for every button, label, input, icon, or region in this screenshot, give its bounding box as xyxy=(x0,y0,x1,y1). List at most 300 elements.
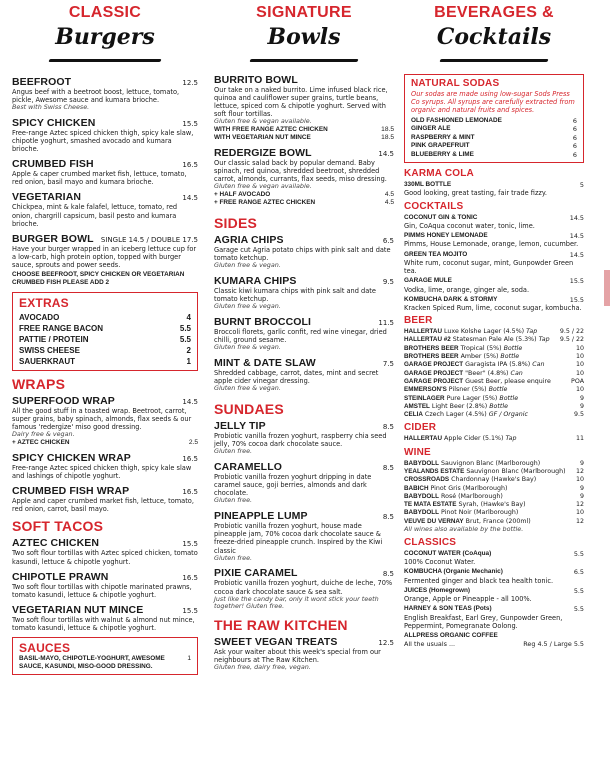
wine-price: 12 xyxy=(575,517,584,525)
cocktail-name: PIMMS HONEY LEMONADE xyxy=(404,232,488,240)
menu-item xyxy=(12,485,198,513)
wine-name: VEUVE DU VERNAY xyxy=(404,517,464,525)
item-desc: Apple & caper crumbed market fish, lettuce, tomato, red onion, basil mayo and kumara brioche. xyxy=(12,170,187,187)
karma-price: 5 xyxy=(579,181,584,190)
classic-desc: Fermented ginger and black tea health tonic. xyxy=(404,576,554,585)
soda-price: 6 xyxy=(572,117,577,125)
item-price: 15.5 xyxy=(182,119,198,128)
classic-price: 5.5 xyxy=(573,549,584,558)
classics-title: CLASSICS xyxy=(404,536,457,548)
bowl-choose: CHOOSE BEEFROOT, SPICY CHICKEN OR VEGETARIAN xyxy=(12,271,185,279)
classic-name: ALLPRESS ORGANIC COFFEE xyxy=(404,631,498,639)
cocktail-item xyxy=(404,296,584,313)
burgers-header xyxy=(12,4,198,66)
item-desc: Shredded cabbage, carrot, dates, mint and secret apple cider vinegar dressing. xyxy=(214,369,379,386)
item-desc: All the good stuff in a toasted wrap. Beetroot, carrot, super grains, baby spinach, almonds, flax seeds & our famous 'redergize' miso good dressing. xyxy=(12,407,192,432)
classic-item xyxy=(404,605,584,630)
item-desc: Our take on a naked burrito. Lime infused black rice, quinoa and cauliflower super grains, turtle beans, lettuce, spiced corn & chipotle yoghurt. Served with soft flour tortillas. xyxy=(214,86,388,119)
menu-item xyxy=(12,76,198,112)
wine-title: WINE xyxy=(404,446,431,458)
beer-name: BROTHERS BEER xyxy=(404,344,459,352)
classic-item xyxy=(404,587,584,604)
item-price: 12.5 xyxy=(182,79,198,87)
beer-name: STEINLAGER xyxy=(404,394,445,402)
item-price: 8.5 xyxy=(382,570,394,579)
option-name: WITH VEGETARIAN NUT MINCE xyxy=(214,134,311,142)
item-note: Gluten free, dairy free, vegan. xyxy=(214,663,311,672)
item-name: CRUMBED FISH WRAP xyxy=(12,485,130,498)
item-price: 16.5 xyxy=(182,573,198,582)
item-note: Gluten free. xyxy=(214,496,253,505)
item-note: Just like the candy bar, only it wont stick your teeth together! Gluten free. xyxy=(214,594,379,611)
menu-item xyxy=(214,234,394,270)
wine-row xyxy=(404,501,584,509)
coffee-price: Reg 4.5 / Large 5.5 xyxy=(523,640,584,649)
extra-name: FREE RANGE BACON xyxy=(19,324,104,334)
classic-price: 5.5 xyxy=(573,605,584,614)
item-desc: Our classic salad back by popular demand. Baby spinach, red quinoa, shredded beetroot, shredded carrot, almonds, currants, flax seeds, miso dressing. xyxy=(214,159,387,184)
item-desc: Ask your waiter about this week's special from our neighbours at The Raw Kitchen. xyxy=(214,648,381,665)
beer-name: BROTHERS BEER xyxy=(404,353,459,361)
wine-price: 10 xyxy=(575,476,584,484)
wine-desc: Pinot Noir (Marlborough) xyxy=(441,509,519,517)
extras-box xyxy=(12,292,198,371)
wine-desc: Brut, France (200ml) xyxy=(465,517,531,525)
wine-price: 12 xyxy=(575,467,584,475)
beer-tag: Bottle xyxy=(503,344,523,352)
beer-name: GARAGE PROJECT xyxy=(404,369,464,377)
beer-row xyxy=(404,336,584,344)
beer-price: 9 xyxy=(579,402,584,410)
menu-item xyxy=(12,537,198,565)
beer-row xyxy=(404,378,584,386)
cider-desc: Apple Cider (5.1%) xyxy=(444,435,504,443)
extra-price: 2 xyxy=(186,346,191,356)
beer-row xyxy=(404,411,584,419)
item-desc: Have your burger wrapped in an iceberg lettuce cup for a low-carb, high protein option, topped with burger sauce, sprouts and power seeds. xyxy=(12,244,197,269)
menu-item xyxy=(12,158,198,186)
item-name: CRUMBED FISH xyxy=(12,158,94,171)
classic-name: COCONUT WATER (CoAqua) xyxy=(404,549,492,557)
wine-price: 10 xyxy=(575,509,584,517)
soda-name: OLD FASHIONED LEMONADE xyxy=(411,117,502,124)
item-desc: Free-range Aztec spiced chicken thigh, spicy kale slaw and lashings of chipotle yoghurt. xyxy=(12,464,192,481)
extras-title: EXTRAS xyxy=(19,296,69,311)
beer-desc: Guest Beer, please enquire xyxy=(465,377,551,385)
item-note: Gluten free. xyxy=(214,553,253,562)
item-desc: Two soft flour tortillas with chipotle marinated prawns, tomato kasundi, lettuce & chipotle yoghurt. xyxy=(12,582,192,599)
cider-tag: Tap xyxy=(505,435,517,443)
soda-row xyxy=(411,117,577,125)
item-name: SPICY CHICKEN xyxy=(12,116,96,129)
item-name: CHIPOTLE PRAWN xyxy=(12,570,109,583)
beer-price: 10 xyxy=(575,386,584,394)
beer-tag: GF / Organic xyxy=(488,411,528,419)
wine-name: TE MATA ESTATE xyxy=(404,501,457,509)
item-price: 14.5 xyxy=(182,194,198,203)
extra-row xyxy=(19,345,191,356)
soda-price: 6 xyxy=(572,125,577,134)
item-desc: Free-range Aztec spiced chicken thigh, spicy kale slaw, chipotle yoghurt, smashed avocado and kumara brioche. xyxy=(12,128,194,154)
item-name: VEGETARIAN NUT MINCE xyxy=(12,603,144,616)
extra-row xyxy=(19,323,191,334)
beer-tag: Tap xyxy=(526,328,538,336)
extra-price: 5.5 xyxy=(179,324,191,334)
cocktail-item xyxy=(404,251,584,276)
extra-price: 5.5 xyxy=(179,335,191,345)
beer-desc: Tropical (5%) xyxy=(460,344,502,352)
beer-name: CELIA xyxy=(404,411,423,419)
cocktail-price: 15.5 xyxy=(569,277,584,286)
menu-item xyxy=(12,191,198,227)
cocktail-price: 15.5 xyxy=(569,295,584,304)
option-price: 4.5 xyxy=(384,199,394,207)
item-price: 16.5 xyxy=(182,488,198,497)
soda-name: BLUEBERRY & LIME xyxy=(411,150,474,158)
item-price: 7.5 xyxy=(382,360,394,369)
sodas-intro: Our sodas are made using low-sugar Sods Press Co syrups. All syrups are carefully extracted from organic and natural fruits and spices. xyxy=(411,90,575,114)
item-name: BURGER BOWL xyxy=(12,232,94,245)
item-desc: Apple and caper crumbed market fish, lettuce, tomato, red onion, carrot, basil mayo. xyxy=(12,497,194,514)
soda-row xyxy=(411,142,577,150)
extra-name: AVOCADO xyxy=(19,313,60,323)
beer-desc: Pure Lager (5%) xyxy=(446,394,498,402)
sauces-title: SAUCES xyxy=(19,641,71,656)
soda-row xyxy=(411,125,577,133)
cocktail-desc: Kracken Spiced Rum, lime, coconut sugar, kombucha. xyxy=(404,304,582,313)
cocktail-price: 14.5 xyxy=(569,250,584,259)
extra-price: 1 xyxy=(186,357,191,367)
beer-price: 9.5 / 22 xyxy=(559,336,584,344)
item-name: PIXIE CARAMEL xyxy=(214,567,298,580)
item-price: 8.5 xyxy=(382,423,394,432)
beer-desc: Light Beer (2.8%) xyxy=(431,402,488,410)
cocktail-name: GARAGE MULE xyxy=(404,277,452,285)
item-desc: Probiotic vanilla frozen yoghurt, raspberry chia seed jelly, 70% cocoa dark chocolate sauce. xyxy=(214,432,387,449)
beer-tag: Can xyxy=(510,369,523,377)
beer-desc: Luxe Kolshe Lager (4.5%) xyxy=(444,328,525,336)
item-name: VEGETARIAN xyxy=(12,191,82,204)
beer-desc: "Beer" (4.8%) xyxy=(465,369,509,377)
cocktail-name: COCONUT GIN & TONIC xyxy=(404,213,478,221)
item-note: Dairy free & vegan. xyxy=(12,430,75,439)
wine-row xyxy=(404,493,584,501)
beer-name: HALLERTAU xyxy=(404,328,443,336)
burger-bowl-item xyxy=(12,233,198,287)
cocktail-desc: Vodka, lime, orange, ginger ale, soda. xyxy=(404,285,530,294)
drinks-column xyxy=(404,0,584,651)
beer-name: HALLERTAU #2 xyxy=(404,336,451,344)
wine-row xyxy=(404,468,584,476)
beer-title: BEER xyxy=(404,315,433,327)
classic-desc: English Breakfast, Earl Grey, Gunpowder Green, Peppermint, Pomegranate Oolong. xyxy=(404,613,563,630)
beer-row xyxy=(404,403,584,411)
sundaes-title: SUNDAES xyxy=(214,401,284,418)
soda-price: 6 xyxy=(572,133,577,142)
menu-item xyxy=(214,316,394,352)
karma-title: KARMA COLA xyxy=(404,168,474,180)
item-desc: Two soft flour tortillas with Aztec spiced chicken, tomato kasundi, lettuce & chipotle yoghurt. xyxy=(12,549,198,566)
wine-desc: Sauvignon Blanc (Marlborough) xyxy=(441,459,541,467)
burgers-header-top: CLASSIC xyxy=(68,4,142,21)
soda-name: GINGER ALE xyxy=(411,125,451,133)
extra-price: 4 xyxy=(186,313,191,323)
tacos-title: SOFT TACOS xyxy=(12,518,104,535)
burgers-header-script: Burgers xyxy=(55,24,155,50)
item-price: SINGLE 14.5 / DOUBLE 17.5 xyxy=(100,235,198,244)
menu-item xyxy=(12,604,198,632)
beer-price: POA xyxy=(571,377,584,385)
wine-name: BABYDOLL xyxy=(404,459,439,467)
soda-name: PINK GRAPEFRUIT xyxy=(411,142,470,150)
item-desc: Chickpea, mint & kale falafel, lettuce, tomato, red onion, chargrill capsicum, basil pesto and kumara brioche. xyxy=(12,203,178,228)
item-name: BURNT BROCCOLI xyxy=(214,316,312,329)
item-name: REDERGIZE BOWL xyxy=(214,147,312,160)
menu-item xyxy=(214,275,394,311)
item-name: SPICY CHICKEN WRAP xyxy=(12,452,131,465)
soda-name: RASPBERRY & MINT xyxy=(411,133,475,141)
item-name: AZTEC CHICKEN xyxy=(12,537,100,550)
beer-price: 10 xyxy=(575,353,584,361)
wine-row xyxy=(404,476,584,484)
item-note: Gluten free & vegan available. xyxy=(214,117,312,126)
item-price: 15.5 xyxy=(182,606,198,615)
cocktail-desc: Gin, CoAqua coconut water, tonic, lime. xyxy=(404,221,535,230)
item-price: 15.5 xyxy=(182,540,198,549)
cocktail-item xyxy=(404,277,584,294)
cocktail-price: 14.5 xyxy=(569,213,584,222)
classic-price: 5.5 xyxy=(573,586,584,595)
classic-desc: All the usuals ... xyxy=(404,640,456,649)
item-price: 6.5 xyxy=(382,237,394,246)
extra-name: SAUERKRAUT xyxy=(19,357,75,367)
option-name: WITH FREE RANGE AZTEC CHICKEN xyxy=(214,126,328,134)
beer-price: 9 xyxy=(579,394,584,402)
item-desc: Broccoli florets, garlic confit, red wine vinegar, dried chilli, ground sesame. xyxy=(214,328,387,345)
beer-name: GARAGE PROJECT xyxy=(404,377,464,385)
option-name: + AZTEC CHICKEN xyxy=(12,439,70,447)
item-name: KUMARA CHIPS xyxy=(214,275,297,288)
classic-item xyxy=(404,632,584,649)
page-edge-tab xyxy=(604,270,610,306)
wine-row xyxy=(404,460,584,468)
raw-kitchen-title: THE RAW KITCHEN xyxy=(214,617,348,634)
beer-price: 10 xyxy=(575,369,584,377)
extra-name: SWISS CHEESE xyxy=(19,346,80,356)
classic-desc: Orange, Apple or Pineapple - all 100%. xyxy=(404,595,532,604)
cider-name: HALLERTAU xyxy=(404,435,443,443)
wine-desc: Chardonnay (Hawke's Bay) xyxy=(451,476,537,484)
wraps-title: WRAPS xyxy=(12,376,66,393)
item-name: BURRITO BOWL xyxy=(214,74,298,86)
beer-price: 10 xyxy=(575,344,584,352)
item-name: MINT & DATE SLAW xyxy=(214,357,316,370)
sauces-price: 1 xyxy=(187,655,191,663)
classic-desc: 100% Coconut Water. xyxy=(404,558,476,567)
beer-tag: Bottle xyxy=(489,402,508,410)
karma-name: 330ML BOTTLE xyxy=(404,181,452,189)
cocktail-price: 14.5 xyxy=(569,232,584,241)
beer-row xyxy=(404,345,584,353)
wine-name: BABYDOLL xyxy=(404,492,439,500)
item-note: Gluten free & vegan. xyxy=(214,261,281,270)
wine-price: 9 xyxy=(579,492,584,500)
option-name: + HALF AVOCADO xyxy=(214,191,271,199)
menu-item xyxy=(214,420,394,456)
item-note: Gluten free & vegan. xyxy=(214,302,281,311)
beer-tag: Bottle xyxy=(488,386,508,394)
option-price: 18.5 xyxy=(381,134,394,142)
menu-item xyxy=(214,567,394,611)
option-price: 2.5 xyxy=(188,439,198,447)
item-name: SWEET VEGAN TREATS xyxy=(214,636,338,649)
wine-price: 12 xyxy=(575,501,584,509)
header-underline xyxy=(439,59,548,62)
item-note: Gluten free & vegan. xyxy=(214,343,281,352)
sides-title: SIDES xyxy=(214,215,258,232)
beer-tag: Can xyxy=(532,361,545,369)
beer-price: 10 xyxy=(575,361,584,369)
beer-price: 9.5 / 22 xyxy=(559,328,584,336)
cocktail-item xyxy=(404,232,584,249)
cocktail-item xyxy=(404,214,584,231)
cider-price: 11 xyxy=(575,435,584,443)
sauces-box xyxy=(12,637,198,675)
wine-desc: Syrah, (Hawke's Bay) xyxy=(458,501,526,509)
header-underline xyxy=(49,59,162,62)
cider-row xyxy=(404,435,584,443)
item-name: BEEFROOT xyxy=(12,76,72,88)
menu-item xyxy=(214,510,394,562)
item-desc: Classic kiwi kumara chips with pink salt and date tomato ketchup. xyxy=(214,287,376,304)
bowls-header-top: SIGNATURE xyxy=(256,4,352,21)
beer-tag: Bottle xyxy=(500,353,520,361)
sodas-title: NATURAL SODAS xyxy=(411,78,500,89)
wine-name: BABYDOLL xyxy=(404,509,439,517)
item-note: Gluten free & vegan. xyxy=(214,384,281,393)
menu-item xyxy=(12,452,198,480)
soda-price: 6 xyxy=(572,142,577,151)
wine-desc: Sauvignon Blanc (Marlborough) xyxy=(466,467,566,475)
sauces-text: BASIL-MAYO, CHIPOTLE-YOGHURT, AWESOME SAUCE, KASUNDI, MISO-GOOD DRESSING. xyxy=(19,655,165,671)
item-price: 12.5 xyxy=(378,639,394,648)
item-price: 16.5 xyxy=(182,161,198,170)
extra-row xyxy=(19,356,191,367)
classic-name: JUICES (Homegrown) xyxy=(404,586,471,594)
extra-row xyxy=(19,334,191,345)
item-desc: Probiotic vanilla frozen yoghurt, house made pineapple jam, 70% cocoa dark chocolate sauce & freeze-dried pineapple crunch. Inspired by the Kiwi classic xyxy=(214,522,383,555)
classic-item xyxy=(404,550,584,567)
item-name: SUPERFOOD WRAP xyxy=(12,395,115,408)
drinks-header-script: Cocktails xyxy=(436,24,552,50)
wine-desc: Pinot Gris (Marlborough) xyxy=(430,484,508,492)
soda-price: 6 xyxy=(572,150,577,159)
item-price: 14.5 xyxy=(378,150,394,159)
option-name: + FREE RANGE AZTEC CHICKEN xyxy=(214,199,316,207)
bowls-header xyxy=(214,4,394,66)
beer-desc: Amber (5%) xyxy=(460,353,499,361)
item-desc: Garage cut Agria potato chips with pink salt and date tomato ketchup. xyxy=(214,246,391,263)
item-desc: Probiotic vanilla frozen yoghurt dripping in date caramel sauce, goji berries, almonds and dark chocolate. xyxy=(214,473,372,498)
cocktail-desc: White rum, coconut sugar, mint, Gunpowder Green tea. xyxy=(404,258,574,276)
beer-desc: Statesman Pale Ale (5.3%) xyxy=(452,336,537,344)
wine-name: BABICH xyxy=(404,484,429,492)
bowl-fish: CRUMBED FISH PLEASE ADD 2 xyxy=(12,279,110,287)
option-price: 4.5 xyxy=(384,191,394,199)
beer-tag: Tap xyxy=(538,336,550,344)
wine-desc: Rosé (Marlborough) xyxy=(441,492,503,500)
drinks-header-top: BEVERAGES & xyxy=(434,4,554,21)
beer-name: AMSTEL xyxy=(404,402,430,410)
item-name: JELLY TIP xyxy=(214,420,266,433)
item-price: 16.5 xyxy=(182,455,198,464)
drinks-header xyxy=(404,4,584,66)
classic-name: KOMBUCHA (Organic Mechanic) xyxy=(404,568,503,576)
beer-desc: Garagista IPA (5.8%) xyxy=(465,361,531,369)
item-desc: Angus beef with a beetroot boost, lettuce, tomato, pickle, Awesome sauce and kumara brioche. xyxy=(12,88,180,105)
beer-name: EMMERSON'S xyxy=(404,386,447,394)
bowls-header-script: Bowls xyxy=(267,24,341,50)
beer-desc: Czech Lager (4.5%) xyxy=(424,411,487,419)
cocktail-desc: Pimms, House Lemonade, orange, lemon, cucumber. xyxy=(404,240,579,249)
beer-row xyxy=(404,395,584,403)
wine-name: CROSSROADS xyxy=(404,476,450,484)
wine-price: 9 xyxy=(579,459,584,467)
cocktails-title: COCKTAILS xyxy=(404,200,464,212)
menu-item xyxy=(214,357,394,393)
item-desc: Probiotic vanilla frozen yoghurt, duiche de leche, 70% cocoa dark chocolate sauce & sea salt. xyxy=(214,579,393,596)
item-price: 14.5 xyxy=(182,398,198,407)
beer-row xyxy=(404,386,584,394)
header-underline xyxy=(249,59,358,62)
beer-row xyxy=(404,328,584,336)
menu-item xyxy=(214,147,394,207)
wine-price: 9 xyxy=(579,484,584,492)
wine-row xyxy=(404,485,584,493)
item-note: Best with Swiss Cheese. xyxy=(12,103,90,112)
extra-row xyxy=(19,312,191,323)
wine-name: YEALANDS ESTATE xyxy=(404,467,465,475)
item-name: AGRIA CHIPS xyxy=(214,234,284,247)
beer-name: GARAGE PROJECT xyxy=(404,361,464,369)
beer-row xyxy=(404,370,584,378)
soda-row xyxy=(411,134,577,142)
item-price: 9.5 xyxy=(382,278,394,287)
karma-desc: Good looking, great tasting, fair trade fizzy. xyxy=(404,189,547,198)
natural-sodas-box xyxy=(404,74,584,163)
item-price: 8.5 xyxy=(382,513,394,522)
menu-item xyxy=(12,571,198,599)
beer-price: 9.5 xyxy=(573,411,584,419)
beer-row xyxy=(404,353,584,361)
item-price: 11.5 xyxy=(378,319,394,328)
beer-tag: Bottle xyxy=(499,394,519,402)
item-note: Gluten free & vegan available. xyxy=(214,182,312,191)
classic-price: 6.5 xyxy=(573,568,584,577)
beer-desc: Pilsner (5%) xyxy=(448,386,487,394)
cocktail-name: GREEN TEA MOJITO xyxy=(404,250,468,258)
classic-name: HARNEY & SON TEAS (Pots) xyxy=(404,605,492,613)
item-name: PINEAPPLE LUMP xyxy=(214,510,308,523)
bowls-column xyxy=(214,0,394,677)
soda-row xyxy=(411,151,577,159)
menu-item xyxy=(12,395,198,447)
item-desc: Two soft flour tortillas with walnut & almond nut mince, tomato kasundi, lettuce & chipotle yoghurt. xyxy=(12,615,195,632)
cider-title: CIDER xyxy=(404,422,437,434)
classic-item xyxy=(404,568,584,585)
option-price: 18.5 xyxy=(381,126,394,134)
item-name: CARAMELLO xyxy=(214,461,282,474)
